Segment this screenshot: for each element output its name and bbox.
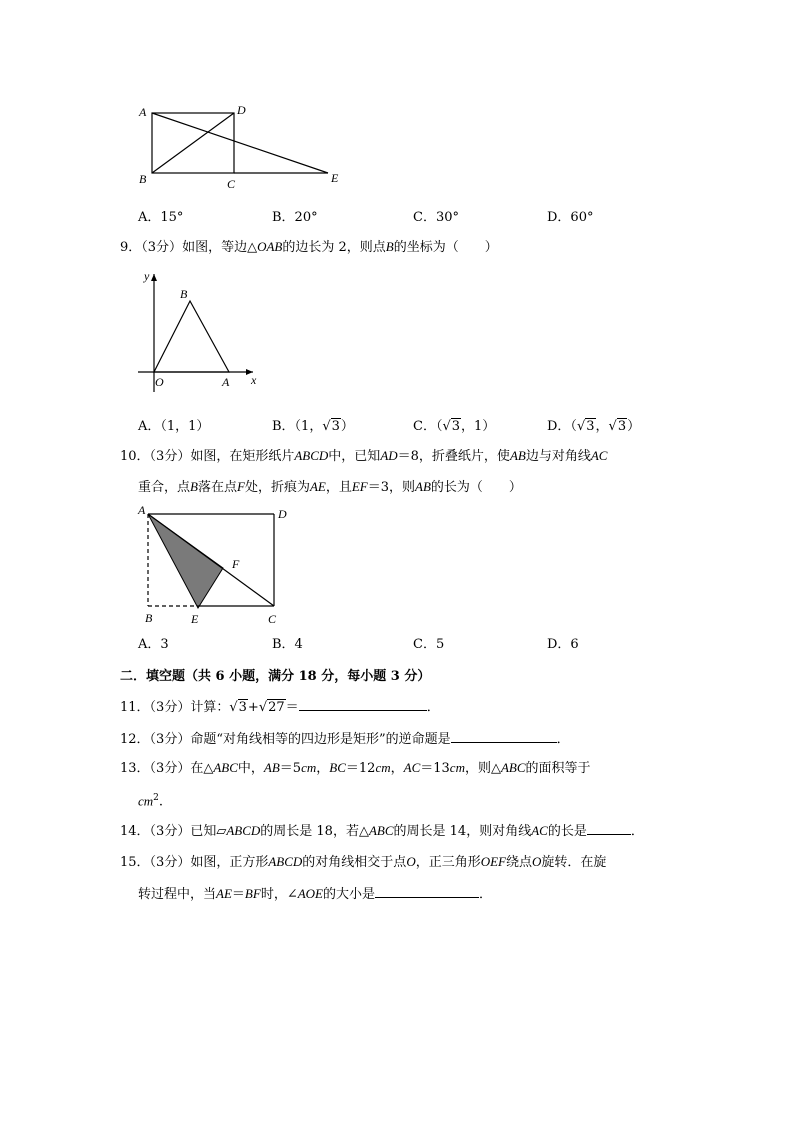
label-o: O (155, 375, 164, 389)
diagonal-bd (152, 113, 234, 173)
q8-option-b[interactable]: B．20° (272, 210, 318, 225)
q9-option-b[interactable]: B．（1，√3） (272, 419, 354, 434)
answer-blank[interactable] (587, 821, 631, 835)
q13-line2: $cm^2$. (138, 793, 164, 810)
q10-option-a[interactable]: A．3 (138, 637, 169, 652)
label-b: B (139, 172, 147, 186)
answer-blank[interactable] (375, 884, 479, 898)
q9-option-d[interactable]: D．（√3，√3） (547, 419, 641, 434)
q9-stem: 9．（3分）如图，等边△OAB的边长为 2，则点B的坐标为（ ） (120, 239, 498, 255)
q8-option-a[interactable]: A．15° (138, 210, 184, 225)
q8-option-c[interactable]: C．30° (413, 210, 459, 225)
sqrt-symbol: √27 (258, 700, 285, 715)
answer-blank[interactable] (451, 729, 557, 743)
line-ae (152, 113, 328, 173)
sqrt-symbol: √3 (608, 419, 627, 434)
triangle-oab (154, 301, 229, 372)
q10-option-b[interactable]: B．4 (272, 637, 303, 652)
q12: 12．（3分）命题“对角线相等的四边形是矩形”的逆命题是 ． (120, 729, 570, 749)
q9-option-c[interactable]: C．（√3，1） (413, 419, 496, 434)
q10-stem-line2: 重合，点B落在点F处，折痕为AE，且EF＝3，则AB的长为（ ） (138, 479, 522, 495)
diagonal-ac (148, 514, 274, 606)
sqrt-symbol: √3 (322, 419, 340, 434)
q15-line1: 15．（3分）如图，正方形ABCD的对角线相交于点O，正三角形OEF绕点O旋转．在旋 (120, 854, 607, 870)
q10-figure (136, 502, 296, 627)
q10-stem-line1: 10．（3分）如图，在矩形纸片ABCD中，已知AD＝8，折叠纸片，使AB边与对角线AC (120, 448, 608, 464)
label-b: B (145, 611, 153, 625)
sqrt-symbol: √3 (576, 419, 595, 434)
label-e: E (331, 171, 339, 185)
q15-line2: 转过程中，当AE＝BF时，∠AOE的大小是 ． (138, 886, 493, 902)
label-a: A (222, 375, 230, 389)
q14: 14．（3分）已知▱ABCD的周长是 18，若△ABC的周长是 14，则对角线AC的长是 ． (120, 823, 644, 839)
q8-figure (130, 100, 360, 195)
label-e: E (191, 612, 199, 626)
label-c: C (227, 177, 236, 191)
label-b: B (180, 287, 188, 301)
q9-figure (128, 264, 268, 394)
label-x: x (251, 373, 257, 387)
label-d: D (237, 103, 246, 117)
label-c: C (268, 612, 277, 626)
q11: 11．（3分）计算：√3+√27＝ ． (120, 697, 440, 717)
label-f: F (232, 557, 240, 571)
label-a: A (139, 105, 147, 119)
q13-line1: 13．（3分）在△ABC中，AB＝5cm，BC＝12cm，AC＝13cm，则△ABC的面积等于 (120, 760, 591, 776)
q10-option-d[interactable]: D．6 (547, 637, 579, 652)
sqrt-symbol: √3 (229, 700, 247, 715)
q9-option-a[interactable]: A．（1，1） (138, 419, 210, 434)
label-a: A (138, 503, 146, 517)
q8-option-d[interactable]: D．60° (547, 210, 594, 225)
q10-option-c[interactable]: C．5 (413, 637, 445, 652)
label-d: D (278, 507, 287, 521)
section-title: 二．填空题（共 6 小题，满分 18 分，每小题 3 分） (120, 669, 431, 684)
label-y: y (144, 269, 150, 283)
y-axis-arrow-icon (151, 274, 157, 281)
answer-blank[interactable] (299, 697, 427, 711)
sqrt-symbol: √3 (442, 419, 461, 434)
